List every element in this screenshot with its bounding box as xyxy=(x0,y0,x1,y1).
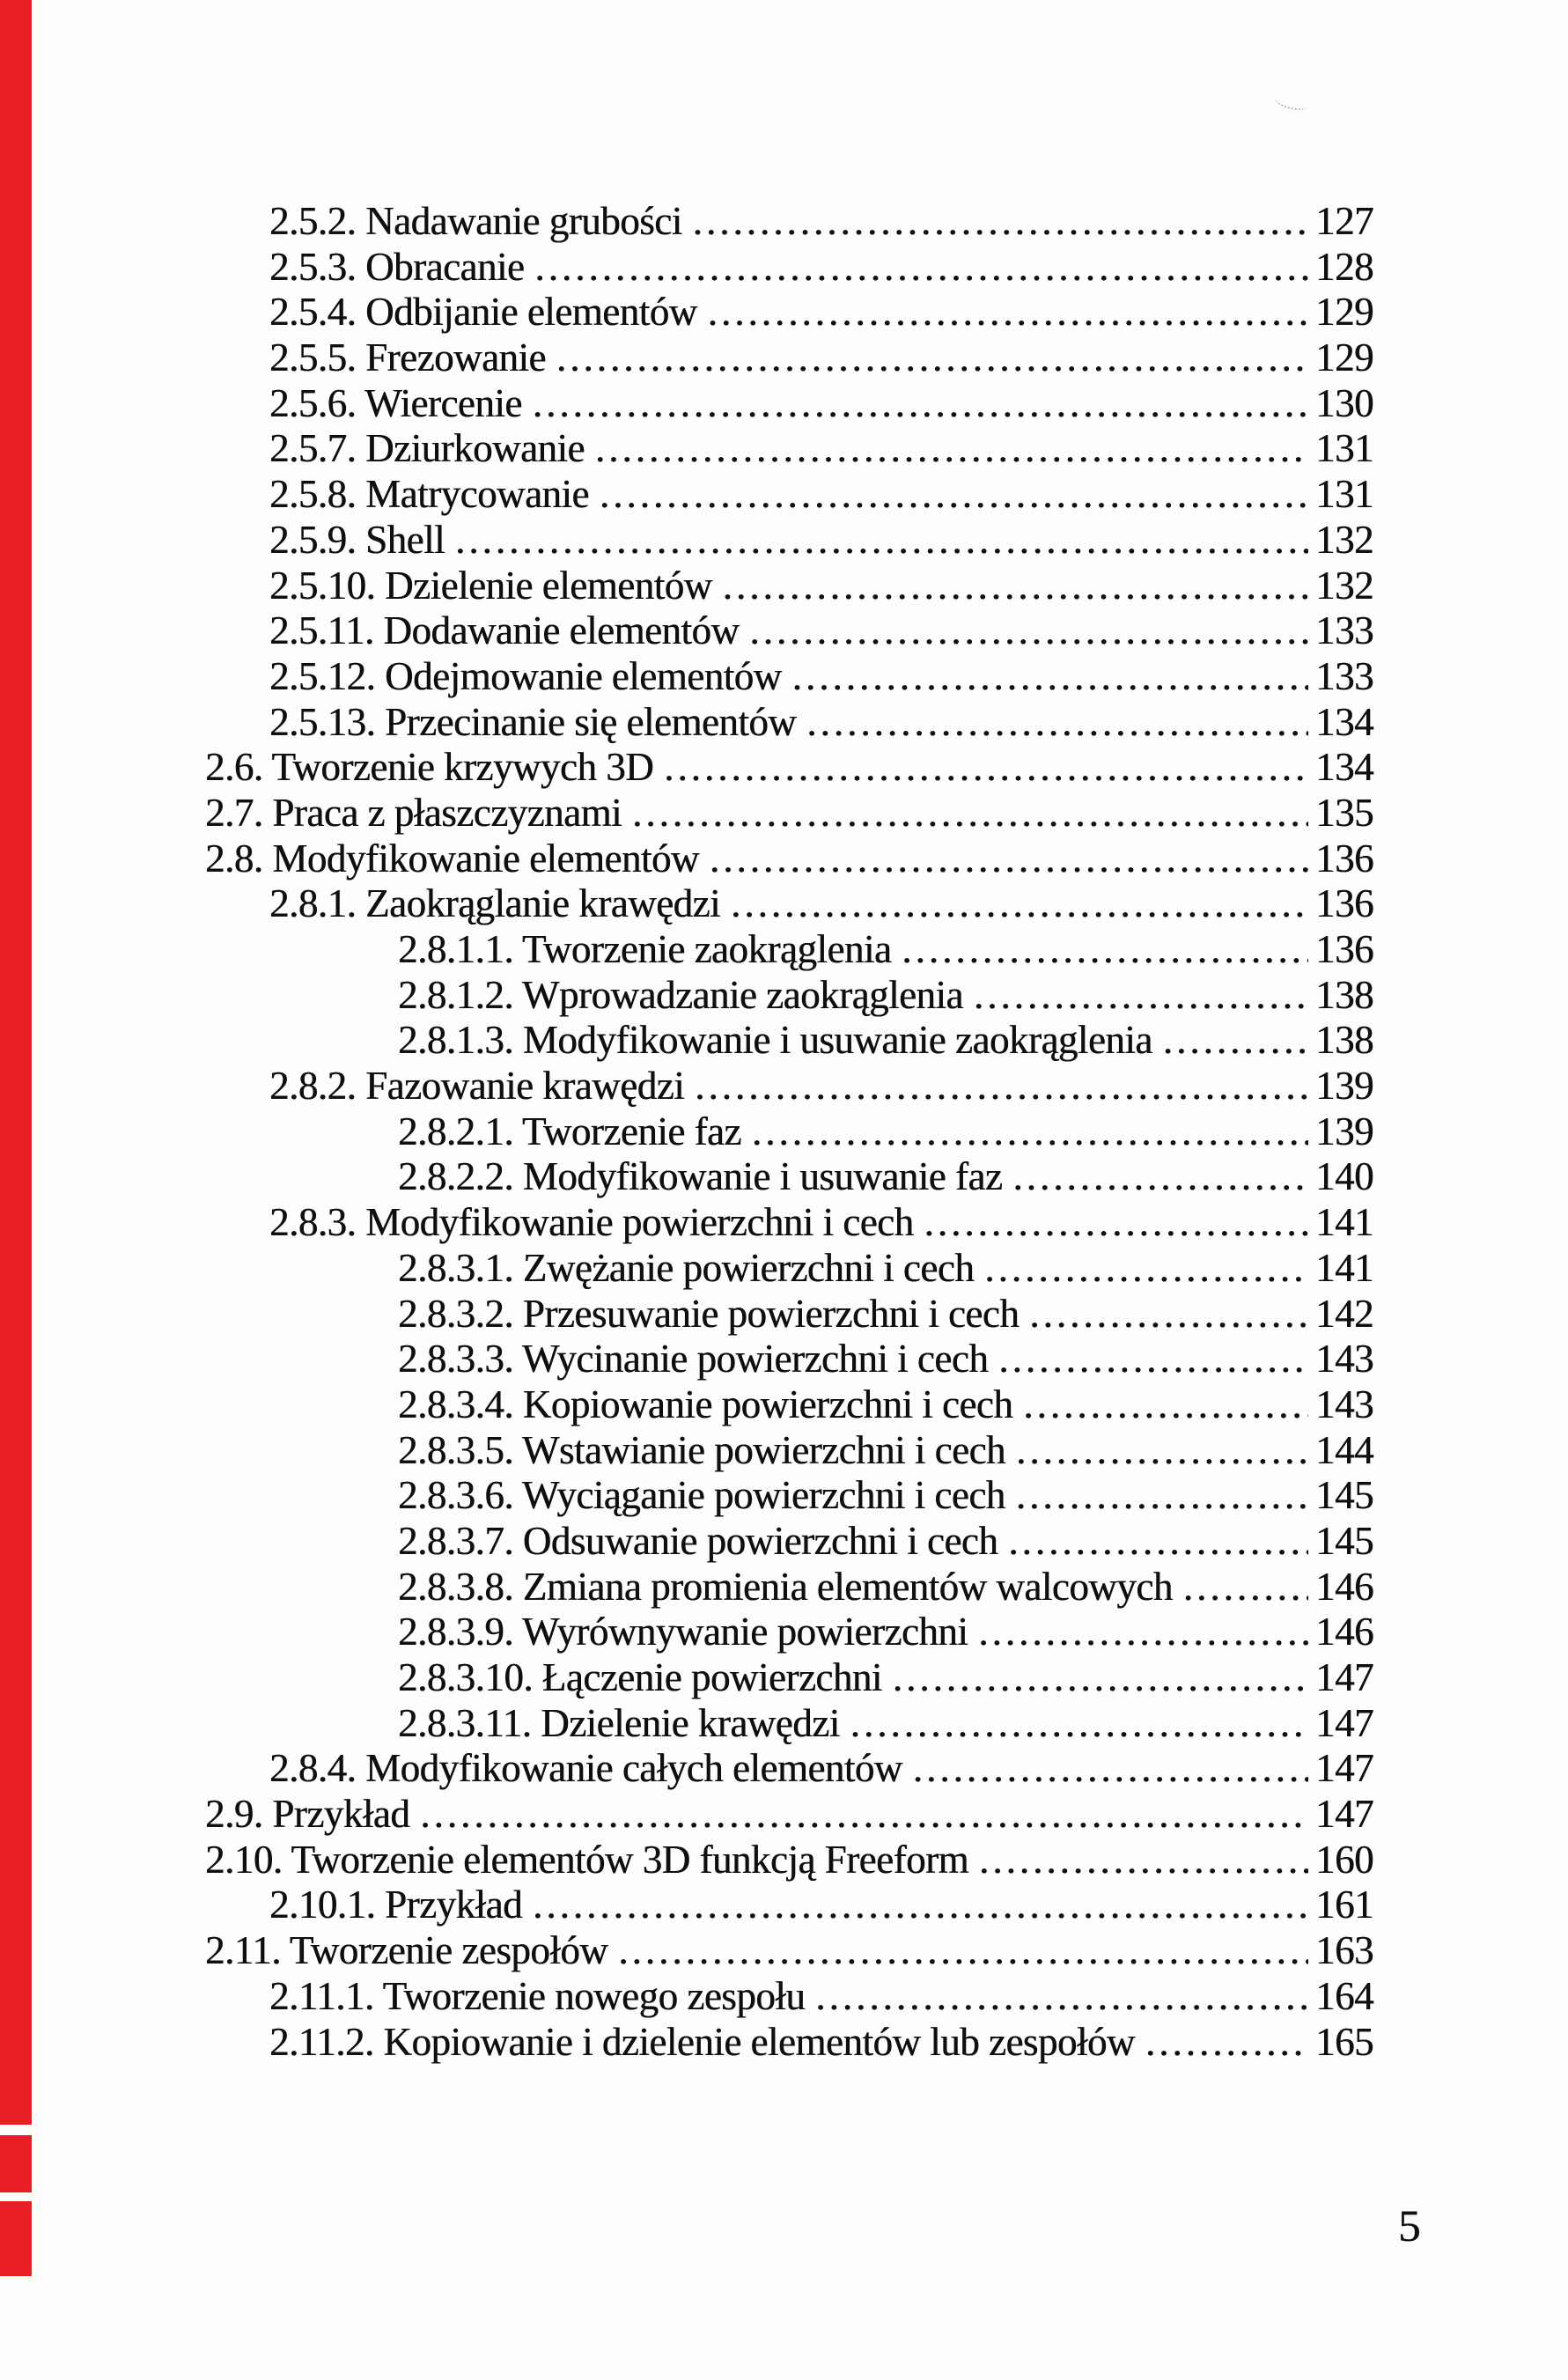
toc-entry-label: 2.5.8. Matrycowanie xyxy=(269,472,589,517)
toc-entry-page: 165 xyxy=(1315,2019,1373,2064)
toc-entry-label: 2.11. Tworzenie zespołów xyxy=(205,1928,608,1973)
dot-leader xyxy=(752,1109,1308,1155)
toc-entry-page: 160 xyxy=(1315,1837,1373,1882)
toc-entry-label: 2.5.6. Wiercenie xyxy=(269,380,522,425)
toc-entry xyxy=(0,245,1373,291)
toc-entry xyxy=(0,426,1373,472)
dot-leader xyxy=(600,472,1308,518)
toc-entry-page: 146 xyxy=(1315,1610,1373,1654)
toc-entry-label: 2.8.2.1. Tworzenie faz xyxy=(398,1109,741,1153)
red-page-edge-bar-segment xyxy=(0,2135,32,2192)
dot-leader xyxy=(632,791,1308,836)
toc-entry xyxy=(0,1246,1373,1292)
toc-entry-page: 132 xyxy=(1315,563,1373,608)
toc-entry-page: 146 xyxy=(1315,1564,1373,1609)
toc-entry xyxy=(0,1838,1373,1883)
toc-entry-page: 143 xyxy=(1315,1337,1373,1382)
toc-entry-page: 128 xyxy=(1315,244,1373,289)
dot-leader xyxy=(1016,1428,1308,1474)
dot-leader xyxy=(723,564,1308,609)
toc-entry xyxy=(0,654,1373,700)
toc-entry-page: 136 xyxy=(1315,927,1373,971)
toc-entry xyxy=(0,1337,1373,1382)
toc-entry-label: 2.5.10. Dzielenie elementów xyxy=(269,563,712,608)
toc-entry-page: 142 xyxy=(1315,1291,1373,1336)
dot-leader xyxy=(455,518,1308,564)
toc-entry-label: 2.8.3.5. Wstawianie powierzchni i cech xyxy=(398,1427,1005,1472)
toc-entry-label: 2.6. Tworzenie krzywych 3D xyxy=(205,745,654,790)
toc-entry xyxy=(0,2020,1373,2066)
toc-entry-label: 2.8.3.2. Przesuwanie powierzchni i cech xyxy=(398,1291,1020,1336)
toc-entry-label: 2.8.3.9. Wyrównywanie powierzchni xyxy=(398,1610,968,1654)
toc-entry xyxy=(0,1565,1373,1610)
dot-leader xyxy=(998,1337,1308,1382)
toc-entry-page: 131 xyxy=(1315,426,1373,471)
toc-entry-page: 163 xyxy=(1315,1928,1373,1973)
toc-entry xyxy=(0,1154,1373,1200)
toc-entry-label: 2.8.4. Modyfikowanie całych elementów xyxy=(269,1746,902,1791)
dot-leader xyxy=(1029,1292,1308,1337)
dot-leader xyxy=(978,1610,1308,1655)
table-of-contents xyxy=(0,199,1373,2065)
toc-entry-page: 147 xyxy=(1315,1746,1373,1791)
dot-leader xyxy=(1163,1018,1308,1064)
toc-entry-page: 161 xyxy=(1315,1883,1373,1927)
toc-entry-page: 147 xyxy=(1315,1700,1373,1745)
toc-entry xyxy=(0,1792,1373,1838)
red-page-edge-bar-segment xyxy=(0,2201,32,2276)
toc-entry-label: 2.8.3.6. Wyciąganie powierzchni i cech xyxy=(398,1473,1005,1518)
toc-entry-page: 140 xyxy=(1315,1154,1373,1199)
toc-entry xyxy=(0,1610,1373,1655)
toc-entry-label: 2.5.3. Obracanie xyxy=(269,244,525,289)
toc-entry xyxy=(0,1292,1373,1337)
toc-entry xyxy=(0,1064,1373,1109)
toc-entry xyxy=(0,1928,1373,1974)
dot-leader xyxy=(1012,1154,1308,1200)
scanner-artifact-mark xyxy=(1274,92,1310,114)
toc-entry xyxy=(0,700,1373,746)
toc-entry-label: 2.5.7. Dziurkowanie xyxy=(269,426,585,471)
toc-entry-label: 2.8.1.1. Tworzenie zaokrąglenia xyxy=(398,927,892,971)
toc-entry xyxy=(0,1883,1373,1928)
toc-entry xyxy=(0,199,1373,245)
dot-leader xyxy=(1023,1382,1308,1428)
toc-entry-label: 2.11.2. Kopiowanie i dzielenie elementów lub zespołów xyxy=(269,2019,1135,2064)
dot-leader xyxy=(556,335,1308,381)
toc-entry-page: 130 xyxy=(1315,380,1373,425)
dot-leader xyxy=(420,1792,1308,1838)
toc-entry-page: 147 xyxy=(1315,1655,1373,1699)
toc-entry-label: 2.8.2. Fazowanie krawędzi xyxy=(269,1064,685,1109)
dot-leader xyxy=(1008,1519,1308,1565)
toc-entry xyxy=(0,518,1373,564)
toc-entry-label: 2.8.3. Modyfikowanie powierzchni i cech xyxy=(269,1200,914,1245)
toc-entry-label: 2.8.3.3. Wycinanie powierzchni i cech xyxy=(398,1337,989,1382)
toc-entry-page: 136 xyxy=(1315,836,1373,881)
dot-leader xyxy=(595,426,1308,472)
toc-entry-page: 144 xyxy=(1315,1427,1373,1472)
toc-entry-label: 2.7. Praca z płaszczyznami xyxy=(205,790,622,835)
toc-entry-label: 2.8.1. Zaokrąglanie krawędzi xyxy=(269,881,721,926)
toc-entry xyxy=(0,335,1373,381)
dot-leader xyxy=(664,745,1308,791)
dot-leader xyxy=(618,1928,1308,1974)
page-number: 5 xyxy=(1398,2202,1421,2251)
toc-entry xyxy=(0,836,1373,882)
toc-entry xyxy=(0,791,1373,836)
toc-entry-label: 2.5.13. Przecinanie się elementów xyxy=(269,699,797,744)
dot-leader xyxy=(792,654,1308,700)
dot-leader xyxy=(710,836,1308,882)
toc-entry-page: 135 xyxy=(1315,790,1373,835)
toc-entry xyxy=(0,1428,1373,1474)
toc-entry xyxy=(0,1974,1373,2020)
toc-entry-page: 127 xyxy=(1315,199,1373,243)
dot-leader xyxy=(1145,2020,1308,2066)
toc-entry xyxy=(0,564,1373,609)
toc-entry-label: 2.8.2.2. Modyfikowanie i usuwanie faz xyxy=(398,1154,1003,1199)
toc-entry-page: 145 xyxy=(1315,1473,1373,1518)
dot-leader xyxy=(708,290,1308,335)
toc-entry-label: 2.10.1. Przykład xyxy=(269,1883,522,1927)
toc-entry-label: 2.8.3.11. Dzielenie krawędzi xyxy=(398,1700,840,1745)
toc-entry-page: 147 xyxy=(1315,1792,1373,1837)
toc-entry xyxy=(0,1382,1373,1428)
toc-entry-label: 2.10. Tworzenie elementów 3D funkcją Freeform xyxy=(205,1837,968,1882)
toc-entry-label: 2.9. Przykład xyxy=(205,1792,410,1837)
toc-entry-label: 2.5.5. Frezowanie xyxy=(269,335,546,380)
dot-leader xyxy=(693,199,1308,245)
toc-entry-label: 2.8.3.4. Kopiowanie powierzchni i cech xyxy=(398,1382,1013,1426)
toc-entry-label: 2.8.1.2. Wprowadzanie zaokrąglenia xyxy=(398,972,963,1017)
dot-leader xyxy=(850,1701,1308,1747)
toc-entry-page: 134 xyxy=(1315,699,1373,744)
dot-leader xyxy=(695,1064,1308,1109)
dot-leader xyxy=(1183,1565,1308,1610)
toc-entry-label: 2.8.3.10. Łączenie powierzchni xyxy=(398,1655,882,1699)
dot-leader xyxy=(974,973,1308,1019)
toc-entry-page: 138 xyxy=(1315,972,1373,1017)
toc-entry-page: 133 xyxy=(1315,608,1373,653)
toc-entry xyxy=(0,1473,1373,1519)
dot-leader xyxy=(979,1838,1308,1883)
toc-entry-label: 2.8.3.8. Zmiana promienia elementów walcowych xyxy=(398,1564,1173,1609)
toc-entry-page: 132 xyxy=(1315,517,1373,562)
toc-entry xyxy=(0,1519,1373,1565)
toc-entry-page: 129 xyxy=(1315,290,1373,335)
toc-entry xyxy=(0,881,1373,927)
toc-entry-label: 2.5.11. Dodawanie elementów xyxy=(269,608,740,653)
toc-entry-page: 134 xyxy=(1315,745,1373,790)
toc-entry-label: 2.5.4. Odbijanie elementów xyxy=(269,290,697,335)
toc-entry xyxy=(0,927,1373,973)
toc-entry xyxy=(0,745,1373,791)
dot-leader xyxy=(806,700,1308,746)
toc-entry-label: 2.5.12. Odejmowanie elementów xyxy=(269,653,782,698)
dot-leader xyxy=(1016,1473,1308,1519)
toc-entry-page: 139 xyxy=(1315,1064,1373,1109)
toc-entry-label: 2.8. Modyfikowanie elementów xyxy=(205,836,699,881)
toc-entry xyxy=(0,1655,1373,1701)
toc-entry-label: 2.8.1.3. Modyfikowanie i usuwanie zaokrąglenia xyxy=(398,1018,1152,1063)
toc-entry xyxy=(0,608,1373,654)
toc-entry-page: 133 xyxy=(1315,653,1373,698)
dot-leader xyxy=(815,1974,1308,2020)
toc-entry-page: 136 xyxy=(1315,881,1373,926)
toc-entry xyxy=(0,381,1373,427)
dot-leader xyxy=(902,927,1308,973)
toc-entry xyxy=(0,1018,1373,1064)
toc-entry-label: 2.8.3.1. Zwężanie powierzchni i cech xyxy=(398,1245,975,1290)
toc-entry xyxy=(0,1200,1373,1246)
dot-leader xyxy=(984,1246,1308,1292)
toc-entry-label: 2.5.2. Nadawanie grubości xyxy=(269,199,682,243)
toc-entry-page: 141 xyxy=(1315,1245,1373,1290)
dot-leader xyxy=(533,1883,1308,1928)
dot-leader xyxy=(893,1655,1308,1701)
toc-entry-page: 138 xyxy=(1315,1018,1373,1063)
dot-leader xyxy=(913,1746,1308,1792)
toc-entry-page: 141 xyxy=(1315,1200,1373,1245)
toc-entry-label: 2.8.3.7. Odsuwanie powierzchni i cech xyxy=(398,1518,998,1563)
toc-entry-page: 139 xyxy=(1315,1109,1373,1153)
toc-entry xyxy=(0,290,1373,335)
toc-entry-label: 2.11.1. Tworzenie nowego zespołu xyxy=(269,1973,806,2018)
toc-entry-label: 2.5.9. Shell xyxy=(269,517,445,562)
toc-entry-page: 129 xyxy=(1315,335,1373,380)
dot-leader xyxy=(924,1200,1308,1246)
dot-leader xyxy=(749,608,1308,654)
dot-leader xyxy=(534,245,1308,291)
toc-entry xyxy=(0,472,1373,518)
toc-entry xyxy=(0,1109,1373,1155)
toc-entry-page: 164 xyxy=(1315,1973,1373,2018)
dot-leader xyxy=(533,381,1308,427)
toc-entry xyxy=(0,1701,1373,1747)
dot-leader xyxy=(731,881,1308,927)
toc-entry xyxy=(0,973,1373,1019)
toc-entry-page: 143 xyxy=(1315,1382,1373,1426)
toc-entry-page: 131 xyxy=(1315,472,1373,517)
toc-entry xyxy=(0,1746,1373,1792)
toc-entry-page: 145 xyxy=(1315,1518,1373,1563)
